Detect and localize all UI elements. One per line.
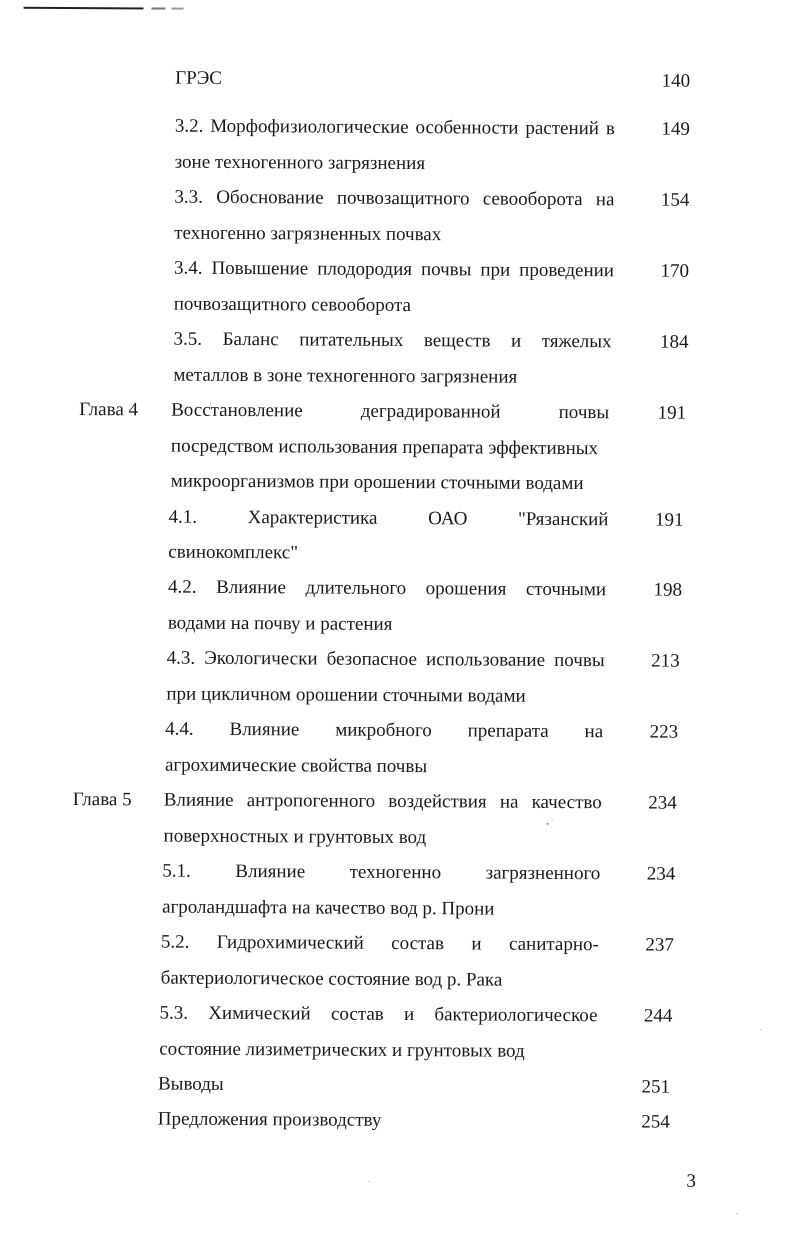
toc-entry-text: почвозащитного севооборота (173, 293, 412, 317)
toc-entry-page: 234 (648, 792, 677, 814)
toc-entry-text: при цикличном орошении сточными водами (166, 683, 526, 707)
toc-entry-page: 191 (654, 509, 684, 531)
toc-entry-text: зоне техногенного загрязнения (174, 151, 426, 175)
toc-entry-text: 4.3. Экологически безопасное использование почвы (166, 647, 605, 672)
toc-entry-text: металлов в зоне техногенного загрязнения (173, 364, 518, 388)
toc-entry-page: 237 (645, 934, 674, 956)
toc-entry-page: 198 (653, 579, 683, 601)
toc-entry-text: 3.2. Морфофизиологические особенности растений в (174, 115, 615, 140)
toc-entry-text: ГРЭС (175, 67, 223, 89)
toc-entry-page: 213 (651, 650, 680, 672)
toc-entry-page: 223 (649, 721, 679, 743)
toc-entry-page: 140 (661, 70, 691, 92)
toc-entry-text: 4.1. Характеристика ОАО "Рязанский (168, 506, 609, 531)
toc-entry-page: 184 (660, 331, 689, 353)
toc-entry-text: агрохимические свойства почвы (164, 754, 428, 778)
toc-entry-text: 3.5. Баланс питательных веществ и тяжелых (173, 328, 612, 353)
toc-entry-text: Влияние антропогенного воздействия на качество (163, 789, 602, 814)
toc-entry-text: 4.2. Влияние длительного орошения сточными (168, 576, 607, 601)
chapter-label: Глава 5 (72, 789, 132, 811)
toc-entry-text: техногенно загрязненных почвах (174, 222, 442, 246)
toc-entry-text: Предложения производству (157, 1108, 382, 1131)
toc-entry-page: 191 (657, 402, 687, 424)
toc-entry-page: 149 (661, 118, 690, 140)
scan-speck (368, 1181, 369, 1182)
toc-entry-text: свинокомплекс" (168, 541, 299, 564)
toc-entry-text: 5.1. Влияние техногенно загрязненного (162, 860, 601, 885)
toc-entry-text: микроорганизмов при орошении сточными водами (170, 470, 584, 495)
scan-speck (760, 1029, 761, 1030)
scan-speck (736, 1213, 737, 1214)
toc-entry-text: 4.4. Влияние микробного препарата на (165, 718, 604, 743)
toc-entry-text: бактериологическое состояние вод р. Рака (160, 967, 503, 991)
chapter-label: Глава 4 (79, 399, 139, 421)
toc-entry-page: 234 (646, 863, 676, 885)
toc-entry-page: 170 (660, 260, 690, 282)
toc-entry-text: 5.3. Химический состав и бактериологическое (159, 1002, 598, 1027)
toc-entry-text: 3.3. Обоснование почвозащитного севооборота на (174, 186, 615, 211)
toc-entry-page: 251 (641, 1076, 671, 1098)
toc-entry-text: водами на почву и растения (167, 612, 393, 635)
toc-entry-text: 5.2. Гидрохимический состав и санитарно- (160, 931, 599, 956)
toc-entry-text: Восстановление деградированной почвы (171, 399, 610, 424)
toc-entry-text: 3.4. Повышение плодородия почвы при проведении (173, 257, 615, 282)
scan-speck (547, 823, 549, 825)
scan-speck (552, 819, 553, 820)
toc-entry-text: поверхностных и грунтовых вод (163, 825, 427, 849)
toc-entry-text: агроландшафта на качество вод р. Прони (162, 896, 495, 920)
toc-entry-text: Выводы (157, 1073, 224, 1095)
page-number: 3 (686, 1170, 697, 1192)
toc-entry-text: состояние лизиметрических и грунтовых вод (159, 1038, 525, 1062)
toc-entry-text: посредством использования препарата эффективных (170, 435, 599, 460)
toc-entry-page: 154 (660, 189, 690, 211)
scan-header-rule (24, 7, 184, 10)
toc-entry-page: 244 (643, 1005, 673, 1027)
toc-entry-page: 254 (641, 1111, 670, 1133)
